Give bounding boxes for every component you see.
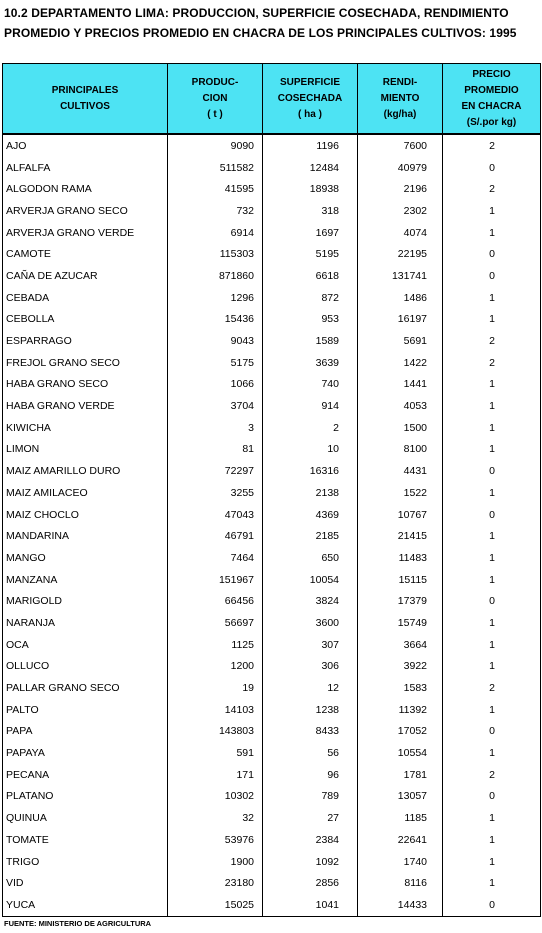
area-value: 1196 bbox=[263, 134, 358, 157]
table-header bbox=[3, 64, 541, 135]
area-value: 1041 bbox=[263, 894, 358, 916]
production-value: 72297 bbox=[168, 460, 263, 482]
yield-value: 4431 bbox=[358, 460, 443, 482]
yield-value: 7600 bbox=[358, 134, 443, 157]
price-value: 1 bbox=[443, 309, 541, 331]
yield-value: 1583 bbox=[358, 677, 443, 699]
yield-value: 2302 bbox=[358, 200, 443, 222]
title-line-1: 10.2 DEPARTAMENTO LIMA: PRODUCCION, SUPERFICIE COSECHADA, RENDIMIENTO bbox=[4, 6, 509, 20]
price-value: 2 bbox=[443, 178, 541, 200]
yield-value: 1441 bbox=[358, 374, 443, 396]
price-value: 1 bbox=[443, 547, 541, 569]
production-value: 10302 bbox=[168, 786, 263, 808]
yield-value: 4053 bbox=[358, 395, 443, 417]
price-value: 0 bbox=[443, 504, 541, 526]
yield-value: 17379 bbox=[358, 590, 443, 612]
yield-value: 10767 bbox=[358, 504, 443, 526]
price-value: 2 bbox=[443, 330, 541, 352]
yield-value: 40979 bbox=[358, 157, 443, 179]
price-value: 2 bbox=[443, 134, 541, 157]
header-produccion: PRODUC- CION ( t ) bbox=[168, 64, 263, 135]
production-value: 32 bbox=[168, 807, 263, 829]
table-row bbox=[3, 721, 541, 743]
yield-value: 10554 bbox=[358, 742, 443, 764]
yield-value: 22641 bbox=[358, 829, 443, 851]
price-value: 2 bbox=[443, 764, 541, 786]
table-row bbox=[3, 699, 541, 721]
price-value: 0 bbox=[443, 460, 541, 482]
table-row bbox=[3, 395, 541, 417]
area-value: 27 bbox=[263, 807, 358, 829]
price-value: 1 bbox=[443, 200, 541, 222]
price-value: 1 bbox=[443, 807, 541, 829]
yield-value: 3664 bbox=[358, 634, 443, 656]
yield-value: 1185 bbox=[358, 807, 443, 829]
crop-name: CAÑA DE AZUCAR bbox=[3, 265, 168, 287]
crop-name: FREJOL GRANO SECO bbox=[3, 352, 168, 374]
crop-name: PAPA bbox=[3, 721, 168, 743]
yield-value: 15749 bbox=[358, 612, 443, 634]
area-value: 650 bbox=[263, 547, 358, 569]
table-row bbox=[3, 330, 541, 352]
price-value: 1 bbox=[443, 656, 541, 678]
production-value: 66456 bbox=[168, 590, 263, 612]
area-value: 2 bbox=[263, 417, 358, 439]
table-row bbox=[3, 742, 541, 764]
production-value: 1296 bbox=[168, 287, 263, 309]
crop-name: PECANA bbox=[3, 764, 168, 786]
area-value: 2185 bbox=[263, 525, 358, 547]
production-value: 3255 bbox=[168, 482, 263, 504]
production-value: 3704 bbox=[168, 395, 263, 417]
crop-name: PLATANO bbox=[3, 786, 168, 808]
production-value: 5175 bbox=[168, 352, 263, 374]
area-value: 3824 bbox=[263, 590, 358, 612]
table-row bbox=[3, 157, 541, 179]
yield-value: 1781 bbox=[358, 764, 443, 786]
crop-name: CEBOLLA bbox=[3, 309, 168, 331]
crop-name: AJO bbox=[3, 134, 168, 157]
crop-name: VID bbox=[3, 872, 168, 894]
production-value: 46791 bbox=[168, 525, 263, 547]
price-value: 0 bbox=[443, 786, 541, 808]
price-value: 1 bbox=[443, 699, 541, 721]
crop-name: KIWICHA bbox=[3, 417, 168, 439]
area-value: 6618 bbox=[263, 265, 358, 287]
yield-value: 3922 bbox=[358, 656, 443, 678]
header-cultivos: PRINCIPALES CULTIVOS bbox=[3, 64, 168, 135]
area-value: 56 bbox=[263, 742, 358, 764]
area-value: 1697 bbox=[263, 222, 358, 244]
production-value: 15025 bbox=[168, 894, 263, 916]
price-value: 1 bbox=[443, 872, 541, 894]
production-value: 591 bbox=[168, 742, 263, 764]
table-row bbox=[3, 656, 541, 678]
area-value: 740 bbox=[263, 374, 358, 396]
price-value: 0 bbox=[443, 894, 541, 916]
yield-value: 11483 bbox=[358, 547, 443, 569]
yield-value: 11392 bbox=[358, 699, 443, 721]
table-row bbox=[3, 634, 541, 656]
production-value: 81 bbox=[168, 439, 263, 461]
table-row bbox=[3, 374, 541, 396]
source-note: FUENTE: MINISTERIO DE AGRICULTURA bbox=[4, 919, 152, 928]
production-value: 115303 bbox=[168, 243, 263, 265]
table-row bbox=[3, 200, 541, 222]
crop-name: ESPARRAGO bbox=[3, 330, 168, 352]
area-value: 12484 bbox=[263, 157, 358, 179]
yield-value: 13057 bbox=[358, 786, 443, 808]
crop-name: ARVERJA GRANO SECO bbox=[3, 200, 168, 222]
table-row bbox=[3, 265, 541, 287]
table-body bbox=[3, 134, 541, 916]
crop-name: NARANJA bbox=[3, 612, 168, 634]
price-value: 1 bbox=[443, 742, 541, 764]
price-value: 1 bbox=[443, 439, 541, 461]
price-value: 1 bbox=[443, 482, 541, 504]
area-value: 307 bbox=[263, 634, 358, 656]
area-value: 2138 bbox=[263, 482, 358, 504]
crop-name: TRIGO bbox=[3, 851, 168, 873]
production-value: 732 bbox=[168, 200, 263, 222]
area-value: 2856 bbox=[263, 872, 358, 894]
table-row bbox=[3, 590, 541, 612]
yield-value: 4074 bbox=[358, 222, 443, 244]
area-value: 3639 bbox=[263, 352, 358, 374]
yield-value: 1422 bbox=[358, 352, 443, 374]
production-value: 9043 bbox=[168, 330, 263, 352]
price-value: 1 bbox=[443, 829, 541, 851]
area-value: 1092 bbox=[263, 851, 358, 873]
yield-value: 21415 bbox=[358, 525, 443, 547]
price-value: 0 bbox=[443, 157, 541, 179]
table-row bbox=[3, 309, 541, 331]
table-row bbox=[3, 807, 541, 829]
price-value: 0 bbox=[443, 590, 541, 612]
production-value: 151967 bbox=[168, 569, 263, 591]
area-value: 12 bbox=[263, 677, 358, 699]
yield-value: 22195 bbox=[358, 243, 443, 265]
yield-value: 14433 bbox=[358, 894, 443, 916]
area-value: 18938 bbox=[263, 178, 358, 200]
production-value: 1200 bbox=[168, 656, 263, 678]
crop-name: MARIGOLD bbox=[3, 590, 168, 612]
table-row bbox=[3, 352, 541, 374]
production-value: 3 bbox=[168, 417, 263, 439]
crop-name: HABA GRANO VERDE bbox=[3, 395, 168, 417]
yield-value: 5691 bbox=[358, 330, 443, 352]
yield-value: 17052 bbox=[358, 721, 443, 743]
table-row bbox=[3, 677, 541, 699]
price-value: 1 bbox=[443, 851, 541, 873]
production-value: 56697 bbox=[168, 612, 263, 634]
production-value: 511582 bbox=[168, 157, 263, 179]
crop-name: MAIZ CHOCLO bbox=[3, 504, 168, 526]
price-value: 0 bbox=[443, 721, 541, 743]
table-row bbox=[3, 504, 541, 526]
price-value: 1 bbox=[443, 287, 541, 309]
crop-name: TOMATE bbox=[3, 829, 168, 851]
area-value: 953 bbox=[263, 309, 358, 331]
crop-name: MANDARINA bbox=[3, 525, 168, 547]
area-value: 1238 bbox=[263, 699, 358, 721]
table-row bbox=[3, 569, 541, 591]
production-value: 6914 bbox=[168, 222, 263, 244]
area-value: 306 bbox=[263, 656, 358, 678]
crop-name: PALTO bbox=[3, 699, 168, 721]
header-rendimiento: RENDI- MIENTO (kg/ha) bbox=[358, 64, 443, 135]
crop-name: ALGODON RAMA bbox=[3, 178, 168, 200]
area-value: 10054 bbox=[263, 569, 358, 591]
price-value: 1 bbox=[443, 222, 541, 244]
table-row bbox=[3, 829, 541, 851]
price-value: 1 bbox=[443, 612, 541, 634]
header-superficie: SUPERFICIE COSECHADA ( ha ) bbox=[263, 64, 358, 135]
production-value: 53976 bbox=[168, 829, 263, 851]
production-value: 47043 bbox=[168, 504, 263, 526]
area-value: 96 bbox=[263, 764, 358, 786]
price-value: 1 bbox=[443, 417, 541, 439]
yield-value: 1500 bbox=[358, 417, 443, 439]
production-value: 14103 bbox=[168, 699, 263, 721]
area-value: 2384 bbox=[263, 829, 358, 851]
yield-value: 15115 bbox=[358, 569, 443, 591]
table-row bbox=[3, 222, 541, 244]
table-row bbox=[3, 287, 541, 309]
crop-name: MAIZ AMARILLO DURO bbox=[3, 460, 168, 482]
crop-name: PALLAR GRANO SECO bbox=[3, 677, 168, 699]
area-value: 789 bbox=[263, 786, 358, 808]
production-value: 1900 bbox=[168, 851, 263, 873]
title-line-2: PROMEDIO Y PRECIOS PROMEDIO EN CHACRA DE LOS PRINCIPALES CULTIVOS: 1995 bbox=[4, 26, 517, 40]
table-row bbox=[3, 851, 541, 873]
yield-value: 8116 bbox=[358, 872, 443, 894]
table-row bbox=[3, 417, 541, 439]
production-value: 143803 bbox=[168, 721, 263, 743]
table-row bbox=[3, 894, 541, 916]
table-row bbox=[3, 134, 541, 157]
price-value: 2 bbox=[443, 352, 541, 374]
crop-name: MAIZ AMILACEO bbox=[3, 482, 168, 504]
header-precio: PRECIO PROMEDIO EN CHACRA (S/.por kg) bbox=[443, 64, 541, 135]
price-value: 1 bbox=[443, 634, 541, 656]
area-value: 4369 bbox=[263, 504, 358, 526]
price-value: 0 bbox=[443, 243, 541, 265]
price-value: 1 bbox=[443, 525, 541, 547]
area-value: 318 bbox=[263, 200, 358, 222]
table-row bbox=[3, 243, 541, 265]
table-row bbox=[3, 872, 541, 894]
yield-value: 8100 bbox=[358, 439, 443, 461]
table-row bbox=[3, 482, 541, 504]
crop-name: OCA bbox=[3, 634, 168, 656]
production-value: 41595 bbox=[168, 178, 263, 200]
area-value: 8433 bbox=[263, 721, 358, 743]
yield-value: 1522 bbox=[358, 482, 443, 504]
production-value: 171 bbox=[168, 764, 263, 786]
crop-name: PAPAYA bbox=[3, 742, 168, 764]
production-value: 871860 bbox=[168, 265, 263, 287]
yield-value: 16197 bbox=[358, 309, 443, 331]
crop-name: CAMOTE bbox=[3, 243, 168, 265]
production-value: 1066 bbox=[168, 374, 263, 396]
production-value: 1125 bbox=[168, 634, 263, 656]
table-row bbox=[3, 178, 541, 200]
area-value: 16316 bbox=[263, 460, 358, 482]
table-row bbox=[3, 786, 541, 808]
area-value: 1589 bbox=[263, 330, 358, 352]
production-value: 7464 bbox=[168, 547, 263, 569]
yield-value: 1740 bbox=[358, 851, 443, 873]
production-value: 23180 bbox=[168, 872, 263, 894]
crop-name: QUINUA bbox=[3, 807, 168, 829]
table-row bbox=[3, 612, 541, 634]
crop-name: OLLUCO bbox=[3, 656, 168, 678]
production-value: 19 bbox=[168, 677, 263, 699]
table-row bbox=[3, 547, 541, 569]
production-value: 9090 bbox=[168, 134, 263, 157]
crop-name: ARVERJA GRANO VERDE bbox=[3, 222, 168, 244]
yield-value: 2196 bbox=[358, 178, 443, 200]
area-value: 914 bbox=[263, 395, 358, 417]
yield-value: 1486 bbox=[358, 287, 443, 309]
crop-name: HABA GRANO SECO bbox=[3, 374, 168, 396]
table-row bbox=[3, 525, 541, 547]
price-value: 1 bbox=[443, 374, 541, 396]
crop-name: MANGO bbox=[3, 547, 168, 569]
table-row bbox=[3, 764, 541, 786]
price-value: 0 bbox=[443, 265, 541, 287]
table-title bbox=[4, 3, 540, 43]
crop-name: YUCA bbox=[3, 894, 168, 916]
table-row bbox=[3, 439, 541, 461]
production-value: 15436 bbox=[168, 309, 263, 331]
crop-name: CEBADA bbox=[3, 287, 168, 309]
area-value: 872 bbox=[263, 287, 358, 309]
crops-table bbox=[2, 63, 541, 917]
crop-name: MANZANA bbox=[3, 569, 168, 591]
price-value: 1 bbox=[443, 395, 541, 417]
area-value: 10 bbox=[263, 439, 358, 461]
yield-value: 131741 bbox=[358, 265, 443, 287]
crop-name: LIMON bbox=[3, 439, 168, 461]
area-value: 5195 bbox=[263, 243, 358, 265]
price-value: 1 bbox=[443, 569, 541, 591]
crop-name: ALFALFA bbox=[3, 157, 168, 179]
table-row bbox=[3, 460, 541, 482]
area-value: 3600 bbox=[263, 612, 358, 634]
price-value: 2 bbox=[443, 677, 541, 699]
